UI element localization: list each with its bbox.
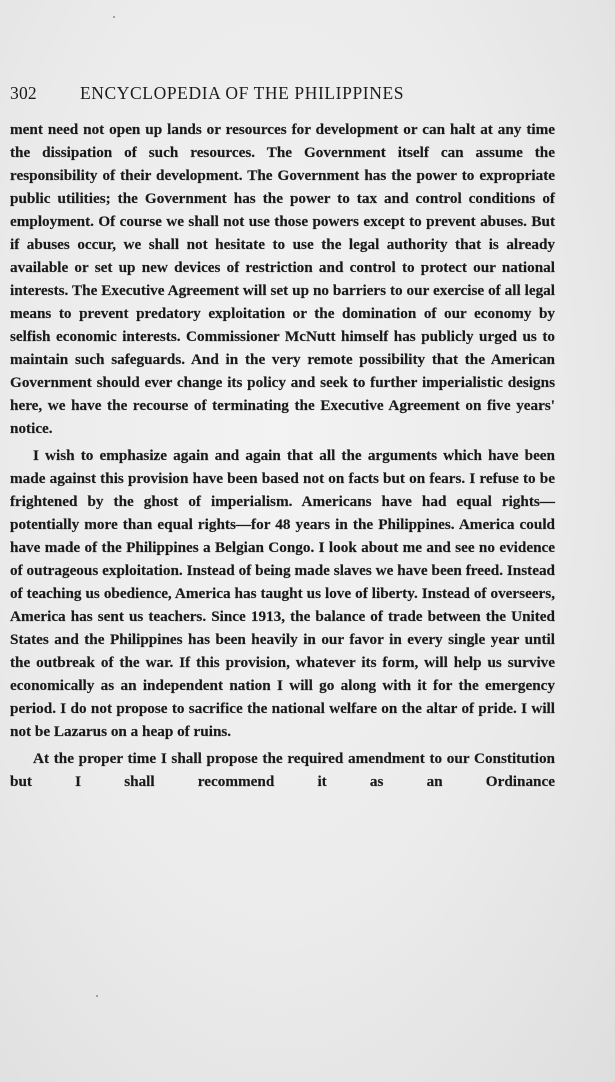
paragraph-1: ment need not open up lands or resources for development or can halt at any time the dissipation of such resources. The Government itself can assume the responsibility of their development. The Government has the power to expropriate public utilities; the Government has the power to tax and control conditions of employment. Of course we shall not use those powers except to prevent abuses. But if abuses occur, we shall not hesitate to use the legal authority that is already available or set up new devices of restriction and control to protect our national interests. The Executive Agreement will set up no barriers to our exercise of all legal means to prevent predatory exploitation or the domination of our economy by selfish economic interests. Commissioner McNutt himself has publicly urged us to maintain such safeguards. And in the very remote possibility that the American Government should ever change its policy and seek to further imperialistic designs here, we have the recourse of terminating the Executive Agreement on five years' notice. [10,121,555,437]
running-title: ENCYCLOPEDIA OF THE PHILIPPINES [80,83,405,103]
page-number: 302 [10,83,37,103]
paper-speck [96,995,98,997]
body-text [10,118,555,793]
paragraph-3: At the proper time I shall propose the required amendment to our Constitution but I shall recommend it as an Ordinance [10,750,555,790]
page-header [10,83,550,109]
paper-speck [113,16,115,18]
paragraph-2: I wish to emphasize again and again that all the arguments which have been made against this provision have been based not on facts but on fears. I refuse to be frightened by the ghost of imperialism. Americans have had equal rights—potentially more than equal rights—for 48 years in the Philippines. America could have made of the Philippines a Belgian Congo. I look about me and see no evidence of outrageous exploitation. Instead of being made slaves we have been freed. Instead of teaching us obedience, America has taught us love of liberty. Instead of overseers, America has sent us teachers. Since 1913, the balance of trade between the United States and the Philippines has been heavily in our favor in every single year until the outbreak of the war. If this provision, whatever its form, will help us survive economically as an independent nation I will go along with it for the emergency period. I do not propose to sacrifice the national welfare on the altar of pride. I will not be Lazarus on a heap of ruins. [10,447,555,740]
